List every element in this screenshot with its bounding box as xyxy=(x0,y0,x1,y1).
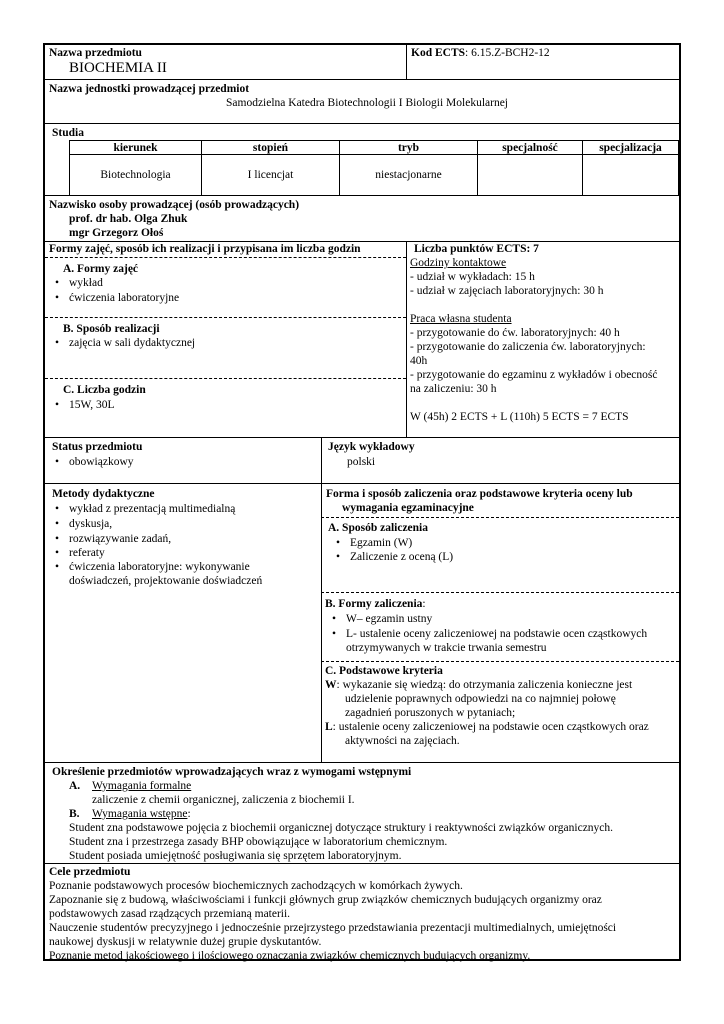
divider xyxy=(321,517,679,518)
forms-b-item: • zajęcia w sali dydaktycznej xyxy=(69,336,195,350)
prereq-a-text: zaliczenie z chemii organicznej, zaliczenia z biochemii I. xyxy=(92,794,355,806)
ects-contact-title: Godziny kontaktowe xyxy=(410,257,507,269)
divider xyxy=(406,45,407,79)
prereq-b-line: Student posiada umiejętność posługiwania się sprzętem laboratoryjnym. xyxy=(69,850,402,862)
studies-col-tryb: tryb xyxy=(340,141,478,155)
methods-item: • ćwiczenia laboratoryjne: wykonywanie xyxy=(69,560,250,574)
subject-name: BIOCHEMIA II xyxy=(69,60,167,76)
ects-self-title: Praca własna studenta xyxy=(410,313,512,325)
ects-points-label: Liczba punktów ECTS: 7 xyxy=(414,243,539,255)
studies-value-stopien: I licencjat xyxy=(202,155,340,196)
language-label: Język wykładowy xyxy=(328,441,415,453)
prerequisites-label: Określenie przedmiotów wprowadzających wraz z wymogami wstępnymi xyxy=(52,766,412,778)
goals-line: Zapoznanie się z budową, właściwościami i funkcji głównych grup związków chemicznych budujących organizmy oraz xyxy=(49,894,602,906)
divider xyxy=(321,437,322,483)
criteria-w-cont: zagadnień poruszonych w pytaniach; xyxy=(345,707,516,719)
studies-col-specjalnosc: specjalność xyxy=(478,141,583,155)
criteria-l xyxy=(325,720,649,734)
ects-self-line: - przygotowanie do ćw. laboratoryjnych: 40 h xyxy=(410,327,620,339)
studies-value-kierunek: Biotechnologia xyxy=(70,155,202,196)
assessment-b-item: • L- ustalenie oceny zaliczeniowej na podstawie ocen cząstkowych xyxy=(346,627,647,641)
methods-item: • rozwiązywanie zadań, xyxy=(69,532,171,546)
ects-summary: W (45h) 2 ECTS + L (110h) 5 ECTS = 7 ECTS xyxy=(410,411,629,423)
divider xyxy=(45,863,679,864)
forms-b-title: B. Sposób realizacji xyxy=(63,323,160,335)
assessment-label-cont: wymagania egzaminacyjne xyxy=(342,502,474,514)
criteria-w-key: W xyxy=(325,679,337,691)
subject-label: Nazwa przedmiotu xyxy=(49,47,142,59)
unit-label: Nazwa jednostki prowadzącej przedmiot xyxy=(49,83,250,95)
teacher-name: mgr Grzegorz Ołoś xyxy=(69,227,164,239)
goals-line: Nauczenie studentów precyzyjnego i jednocześnie przejrzystego przedstawiania prezentacji multimedialnych, umiejętności xyxy=(49,922,617,934)
assessment-b-item-cont: otrzymywanych w trakcie trwania semestru xyxy=(346,642,547,654)
ects-contact-line: - udział w zajęciach laboratoryjnych: 30 h xyxy=(410,285,604,297)
divider xyxy=(45,79,679,80)
status-value: • obowiązkowy xyxy=(69,455,134,469)
studies-table xyxy=(69,140,679,196)
teachers-label: Nazwisko osoby prowadzącej (osób prowadzących) xyxy=(49,199,300,211)
forms-a-title: A. Formy zajęć xyxy=(63,263,139,275)
ects-code-value: : 6.15.Z-BCH2-12 xyxy=(465,47,550,59)
assessment-b-title: B. Formy zaliczenia xyxy=(325,598,423,610)
prereq-b-marker: B. xyxy=(69,808,80,820)
divider xyxy=(321,592,679,593)
studies-value-specjalnosc xyxy=(478,155,583,196)
syllabus-sheet xyxy=(43,43,681,961)
assessment-b-item: • W– egzamin ustny xyxy=(346,612,432,626)
prereq-b-colon: : xyxy=(187,808,191,820)
divider xyxy=(45,195,679,196)
criteria-l-key: L xyxy=(325,721,333,733)
divider xyxy=(45,257,406,258)
status-label: Status przedmiotu xyxy=(52,441,143,453)
studies-col-specjalizacja: specjalizacja xyxy=(583,141,679,155)
divider xyxy=(45,762,679,763)
methods-label: Metody dydaktyczne xyxy=(52,488,155,500)
divider xyxy=(45,378,406,379)
studies-value-specjalizacja xyxy=(583,155,679,196)
prereq-b-title: Wymagania wstępne xyxy=(92,808,188,820)
goals-label: Cele przedmiotu xyxy=(49,866,131,878)
divider xyxy=(45,317,406,318)
studies-value-tryb: niestacjonarne xyxy=(340,155,478,196)
methods-item: • dyskusja, xyxy=(69,517,112,531)
assessment-b-colon: : xyxy=(422,598,426,610)
ects-self-line: 40h xyxy=(410,355,428,367)
unit-value: Samodzielna Katedra Biotechnologii I Biologii Molekularnej xyxy=(226,97,509,109)
divider xyxy=(45,437,679,438)
forms-c-title: C. Liczba godzin xyxy=(63,384,146,396)
ects-code-label: Kod ECTS xyxy=(411,47,466,59)
divider xyxy=(45,123,679,124)
assessment-c-title: C. Podstawowe kryteria xyxy=(325,665,443,677)
studies-col-kierunek: kierunek xyxy=(70,141,202,155)
criteria-w-cont: udzielenie poprawnych odpowiedzi na co najmniej połowę xyxy=(345,693,616,705)
studies-col-stopien: stopień xyxy=(202,141,340,155)
divider xyxy=(321,661,679,662)
goals-line: podstawowych zasad rządzących przemianą materii. xyxy=(49,908,291,920)
criteria-l-text: : ustalenie oceny zaliczeniowej na podstawie ocen cząstkowych oraz xyxy=(332,721,649,733)
divider xyxy=(321,483,322,762)
studies-label: Studia xyxy=(52,127,84,139)
prereq-b-line: Student zna i przestrzega zasady BHP obowiązujące w laboratorium chemicznym. xyxy=(69,836,448,848)
methods-item-continuation: doświadczeń, projektowanie doświadczeń xyxy=(69,575,263,587)
prereq-a-title: Wymagania formalne xyxy=(92,780,192,792)
prereq-b-line: Student zna podstawowe pojęcia z biochemii organicznej dotyczące struktury i reaktywności związków organicznych. xyxy=(69,822,614,834)
language-value: polski xyxy=(347,456,376,468)
goals-line: naukowej dyskusji w relatywnie dużej grupie dyskutantów. xyxy=(49,936,322,948)
forms-a-item: • ćwiczenia laboratoryjne xyxy=(69,291,179,305)
assessment-a-item: • Egzamin (W) xyxy=(350,536,412,550)
criteria-w-text: : wykazanie się wiedzą: do otrzymania zaliczenia konieczne jest xyxy=(336,679,633,691)
assessment-label: Forma i sposób zaliczenia oraz podstawowe kryteria oceny lub xyxy=(326,488,633,500)
ects-self-line: na zaliczeniu: 30 h xyxy=(410,383,497,395)
ects-self-line: - przygotowanie do egzaminu z wykładów i obecność xyxy=(410,369,658,381)
divider xyxy=(406,241,407,437)
forms-a-item: • wykład xyxy=(69,276,103,290)
criteria-l-cont: aktywności na zajęciach. xyxy=(345,735,460,747)
goals-line: Poznanie metod jakościowego i ilościowego oznaczania związków chemicznych budujących organizmy. xyxy=(49,950,531,962)
ects-self-line: - przygotowanie do zaliczenia ćw. laboratoryjnych: xyxy=(410,341,646,353)
methods-item: • referaty xyxy=(69,546,105,560)
forms-c-item: • 15W, 30L xyxy=(69,398,115,412)
prereq-a-marker: A. xyxy=(69,780,81,792)
methods-item: • wykład z prezentacją multimedialną xyxy=(69,502,235,516)
assessment-a-title: A. Sposób zaliczenia xyxy=(328,522,428,534)
criteria-w xyxy=(325,678,632,692)
goals-line: Poznanie podstawowych procesów biochemicznych zachodzących w komórkach żywych. xyxy=(49,880,463,892)
divider xyxy=(45,483,679,484)
ects-contact-line: - udział w wykładach: 15 h xyxy=(410,271,535,283)
teacher-name: prof. dr hab. Olga Zhuk xyxy=(69,213,188,225)
forms-label: Formy zajęć, sposób ich realizacji i przypisana im liczba godzin xyxy=(49,243,361,255)
ects-code xyxy=(411,46,550,60)
assessment-b-title-wrap xyxy=(325,597,426,611)
prereq-b-title-wrap xyxy=(92,807,191,821)
assessment-a-item: • Zaliczenie z oceną (L) xyxy=(350,550,453,564)
